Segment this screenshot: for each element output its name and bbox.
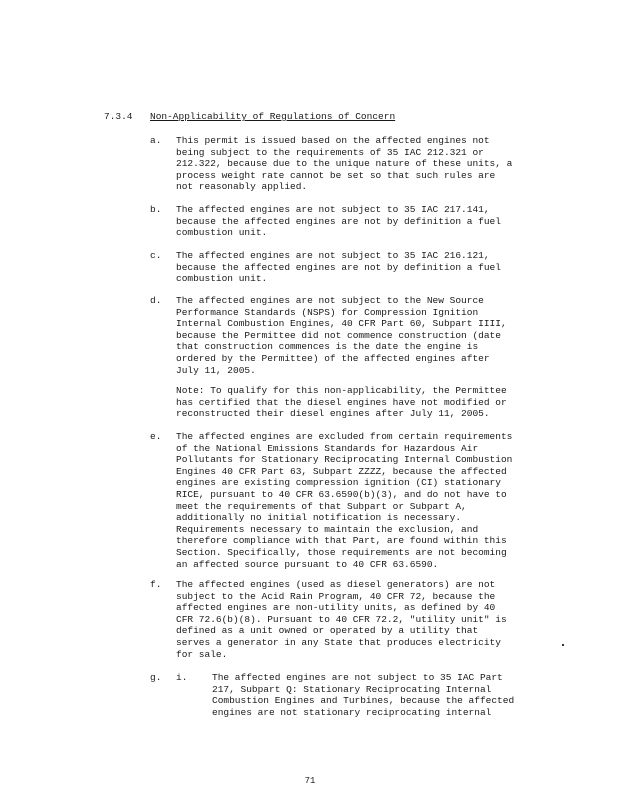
list-item-c (150, 250, 550, 285)
item-letter: c. (150, 250, 162, 261)
item-text: The affected engines are excluded from certain requirements of the National Emissions Standards for Hazardous Air Pollutants for Stationary Reciprocating Internal Combustion Engines 40 CFR Part 63, Subpart ZZZZ, because the affected engines are existing compression ignition (CI) stationary RICE, pursuant to 40 CFR 63.6590(b)(3), and do not have to meet the requirements of that Subpart or Subpart A, additionally no initial notification is necessary. Requirements necessary to maintain the exclusion, and therefore compliance with that Part, are found within this Section. Specifically, those requirements are not becoming an affected source pursuant to 40 CFR 63.6590. (176, 431, 513, 570)
section-title: Non-Applicability of Regulations of Concern (150, 111, 396, 122)
item-text: The affected engines are not subject to 35 IAC 217.141, because the affected engines are not by definition a fuel combustion unit. (176, 204, 501, 239)
item-text: The affected engines are not subject to the New Source Performance Standards (NSPS) for Compression Ignition Internal Combustion Engines, 40 CFR Part 60, Subpart IIII, because the Permittee did not commence construction (date that construction commences is the date the engine is ordered by the Permittee) of the affected engines after July 11, 2005. (176, 295, 507, 376)
item-text: The affected engines (used as diesel generators) are not subject to the Acid Rain Program, 40 CFR 72, because the affected engines are non-utility units, as defined by 40 CFR 72.6(b)(8). Pursuant to 40 CFR 72.2, "utility unit" is defined as a unit owned or operated by a utility that serves a generator in any State that produces electricity for sale. (176, 579, 507, 660)
item-letter: e. (150, 431, 162, 442)
page-number: 71 (304, 776, 316, 786)
section-number: 7.3.4 (104, 111, 133, 122)
section-heading (104, 111, 395, 123)
list-item-f (150, 579, 550, 660)
margin-mark (562, 644, 564, 646)
item-letter: g. (150, 672, 162, 683)
item-letter: f. (150, 579, 162, 590)
subitem-number: i. (176, 672, 188, 683)
note-paragraph: Note: To qualify for this non-applicability, the Permittee has certified that the diesel engines have not modified or reconstructed their diesel engines after July 11, 2005. (176, 385, 507, 420)
list-item-e (150, 431, 550, 570)
list-item-g (150, 672, 550, 718)
item-text: This permit is issued based on the affected engines not being subject to the requirements of 35 IAC 212.321 or 212.322, because due to the unique nature of these units, a process weight rate cannot be set so that such rules are not reasonably applied. (176, 135, 513, 193)
item-letter: d. (150, 295, 162, 306)
item-text: The affected engines are not subject to 35 IAC 216.121, because the affected engines are not by definition a fuel combustion unit. (176, 250, 501, 285)
list-item-b (150, 204, 550, 239)
item-letter: b. (150, 204, 162, 215)
item-text: The affected engines are not subject to 35 IAC Part 217, Subpart Q: Stationary Reciprocating Internal Combustion Engines and Turbines, because the affected engines are not stationary reciprocating internal (212, 672, 515, 718)
item-letter: a. (150, 135, 162, 146)
list-item-a (150, 135, 550, 193)
list-item-d (150, 295, 550, 376)
